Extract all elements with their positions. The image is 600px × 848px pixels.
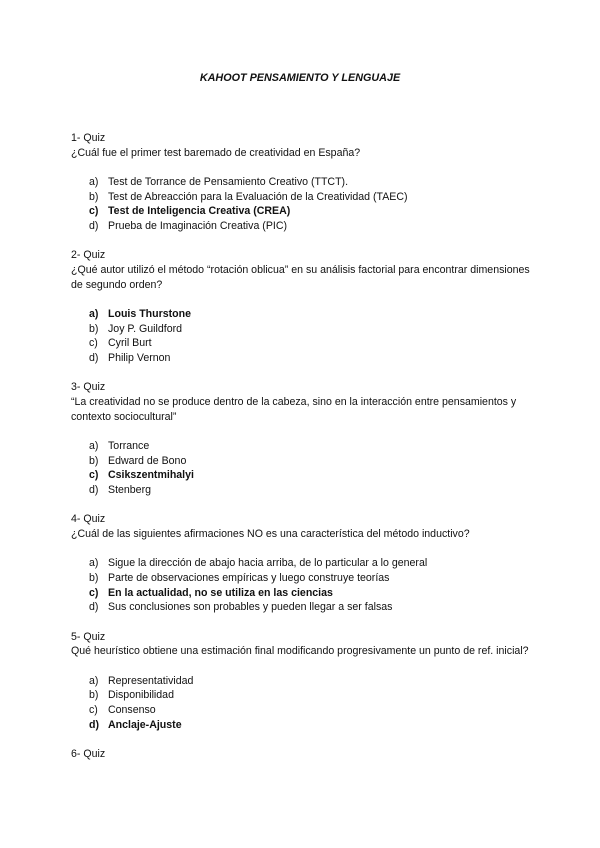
quiz-label: 2- Quiz <box>71 249 106 262</box>
option-letter: c) <box>89 704 98 716</box>
answer-option <box>71 175 531 190</box>
quiz-1 <box>71 131 531 234</box>
quiz-label: 1- Quiz <box>71 132 106 144</box>
option-text: Sus conclusiones son probables y pueden llegar a ser falsas <box>108 601 393 614</box>
quiz-question: ¿Qué autor utilizó el método “rotación oblicua” en su análisis factorial para encontrar dimensiones de segundo orden? <box>71 263 530 291</box>
answer-option <box>71 688 531 703</box>
option-text: En la actualidad, no se utiliza en las ciencias <box>108 586 333 599</box>
option-text: Consenso <box>108 704 156 716</box>
option-letter: d) <box>89 351 99 364</box>
option-letter: c) <box>89 337 98 350</box>
option-text: Anclaje-Ajuste <box>108 718 182 731</box>
answer-options <box>71 439 531 497</box>
option-letter: b) <box>89 190 99 203</box>
answer-option <box>71 351 531 366</box>
quiz-5 <box>71 630 531 733</box>
option-letter: d) <box>89 483 99 496</box>
option-letter: d) <box>89 601 99 614</box>
answer-options <box>71 556 531 614</box>
option-text: Disponibilidad <box>108 689 174 702</box>
option-text: Prueba de Imaginación Creativa (PIC) <box>108 219 288 232</box>
option-text: Louis Thurstone <box>108 308 191 321</box>
answer-option <box>71 219 531 234</box>
option-letter: b) <box>89 322 99 335</box>
answer-options <box>71 175 531 233</box>
option-text: Representatividad <box>108 674 194 687</box>
answer-option <box>71 600 531 615</box>
correct-answer-option <box>71 307 531 322</box>
quiz-question: ¿Cuál de las siguientes afirmaciones NO es una característica del método inductivo? <box>71 527 470 540</box>
answer-options <box>71 674 531 732</box>
option-text: Torrance <box>108 440 150 453</box>
option-text: Cyril Burt <box>108 337 152 350</box>
option-text: Sigue la dirección de abajo hacia arriba, de lo particular a lo general <box>108 557 428 570</box>
quiz-list <box>71 131 531 776</box>
quiz-3 <box>71 380 531 497</box>
option-letter: d) <box>89 718 99 731</box>
correct-answer-option <box>71 718 531 733</box>
quiz-label: 5- Quiz <box>71 630 106 643</box>
answer-option <box>71 322 531 337</box>
option-text: Parte de observaciones empíricas y luego construye teorías <box>108 572 390 585</box>
answer-option <box>71 483 531 498</box>
option-letter: d) <box>89 219 99 232</box>
quiz-label: 4- Quiz <box>71 513 106 526</box>
answer-option <box>71 190 531 205</box>
option-letter: a) <box>89 557 99 570</box>
option-letter: b) <box>89 454 99 467</box>
quiz-label: 3- Quiz <box>71 381 106 394</box>
option-letter: b) <box>89 572 99 585</box>
option-text: Philip Vernon <box>108 351 171 364</box>
option-text: Edward de Bono <box>108 454 187 467</box>
document-title: KAHOOT PENSAMIENTO Y LENGUAJE <box>199 72 401 84</box>
correct-answer-option <box>71 586 531 601</box>
option-letter: a) <box>89 308 99 321</box>
option-letter: a) <box>89 440 99 453</box>
option-letter: a) <box>89 674 99 687</box>
answer-option <box>71 703 531 718</box>
option-text: Test de Inteligencia Creativa (CREA) <box>108 205 291 218</box>
correct-answer-option <box>71 468 531 483</box>
option-letter: c) <box>89 205 99 218</box>
option-text: Test de Torrance de Pensamiento Creativo (TTCT). <box>108 176 349 189</box>
answer-options <box>71 307 531 365</box>
answer-option <box>71 571 531 586</box>
option-text: Csikszentmihalyi <box>108 469 194 482</box>
answer-option <box>71 556 531 571</box>
option-text: Test de Abreacción para la Evaluación de la Creatividad (TAEC) <box>108 190 408 203</box>
answer-option <box>71 674 531 689</box>
correct-answer-option <box>71 204 531 219</box>
quiz-question: Qué heurístico obtiene una estimación final modificando progresivamente un punto de ref. inicial? <box>71 645 529 658</box>
option-letter: c) <box>89 586 99 599</box>
option-letter: a) <box>89 176 99 189</box>
quiz-question: ¿Cuál fue el primer test baremado de creatividad en España? <box>71 146 361 159</box>
option-letter: c) <box>89 469 99 482</box>
quiz-label: 6- Quiz <box>71 747 106 760</box>
option-letter: b) <box>89 689 99 702</box>
option-text: Joy P. Guildford <box>108 322 183 335</box>
quiz-6 <box>71 747 531 762</box>
quiz-4 <box>71 512 531 615</box>
quiz-2 <box>71 248 531 365</box>
quiz-question: “La creatividad no se produce dentro de la cabeza, sino en la interacción entre pensamientos y contexto sociocultural” <box>71 395 517 423</box>
answer-option <box>71 439 531 454</box>
answer-option <box>71 336 531 351</box>
answer-option <box>71 454 531 469</box>
option-text: Stenberg <box>108 483 151 496</box>
